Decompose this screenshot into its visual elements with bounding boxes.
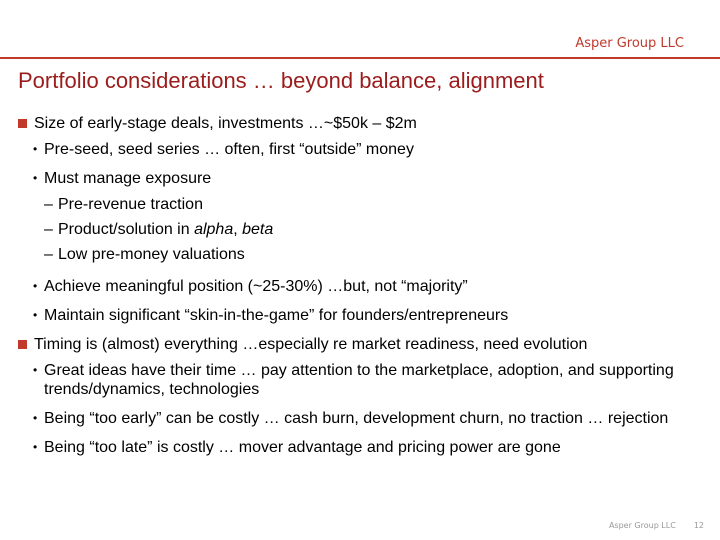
dot-bullet-icon: • [33,411,38,425]
bullet-timing [0,335,720,354]
dot-bullet-icon: • [33,279,38,293]
dot-bullet-icon: • [33,440,38,454]
detail-text [44,221,273,238]
dot-bullet-icon: • [33,142,38,156]
sub-bullet-text: Maintain significant “skin-in-the-game” for founders/entrepreneurs [44,307,509,324]
dash-bullet-icon: – [44,196,53,213]
page-number: 12 [693,521,704,530]
dot-bullet-icon: • [33,171,38,185]
sub-bullet-exposure [0,169,720,188]
detail-pre-revenue [0,192,720,217]
sub-bullet-too-early [0,409,720,428]
slide-footer [609,521,704,530]
sub-bullet-text: Achieve meaningful position (~25-30%) …but, not “majority” [44,278,468,295]
bullet-text: Timing is (almost) everything …especially re market readiness, need evolution [34,336,588,353]
brand-header: Asper Group LLC [575,36,684,51]
detail-text: Pre-revenue traction [58,196,203,213]
sub-bullet-great-ideas [0,361,720,399]
sub-bullet-preseed [0,140,720,159]
detail-text-alpha: alpha [194,221,234,238]
bullet-deal-size [0,114,720,133]
sub-bullet-text: Must manage exposure [44,170,212,187]
footer-brand: Asper Group LLC [608,521,676,530]
slide-body [0,114,720,467]
sub-bullet-text: Being “too early” can be costly … cash burn, development churn, no traction … rejection [44,410,669,427]
dot-bullet-icon: • [33,363,38,377]
slide-title: Portfolio considerations … beyond balance, alignment [18,68,544,93]
dash-bullet-icon: – [44,221,53,238]
square-bullet-icon [18,340,27,349]
header-rule [0,57,720,59]
sub-bullet-too-late [0,438,720,457]
dash-bullet-icon: – [44,246,53,263]
sub-bullet-position [0,277,720,296]
sub-bullet-text: Great ideas have their time … pay attention to the marketplace, adoption, and supporting trends/dynamics, technologies [44,362,674,398]
sub-bullet-text: Pre-seed, seed series … often, first “outside” money [44,141,414,158]
sub-bullet-text: Being “too late” is costly … mover advantage and pricing power are gone [44,439,561,456]
detail-text-beta: beta [242,221,274,238]
detail-low-valuations [0,242,720,267]
exposure-details [0,192,720,267]
dot-bullet-icon: • [33,308,38,322]
detail-product-solution [0,217,720,242]
bullet-text: Size of early-stage deals, investments …~$50k – $2m [34,115,417,132]
sub-bullet-skin-in-game [0,306,720,325]
square-bullet-icon [18,119,27,128]
detail-text-sep: , [233,221,243,238]
detail-text-plain: Product/solution in [58,221,195,238]
detail-text: Low pre-money valuations [58,246,245,263]
